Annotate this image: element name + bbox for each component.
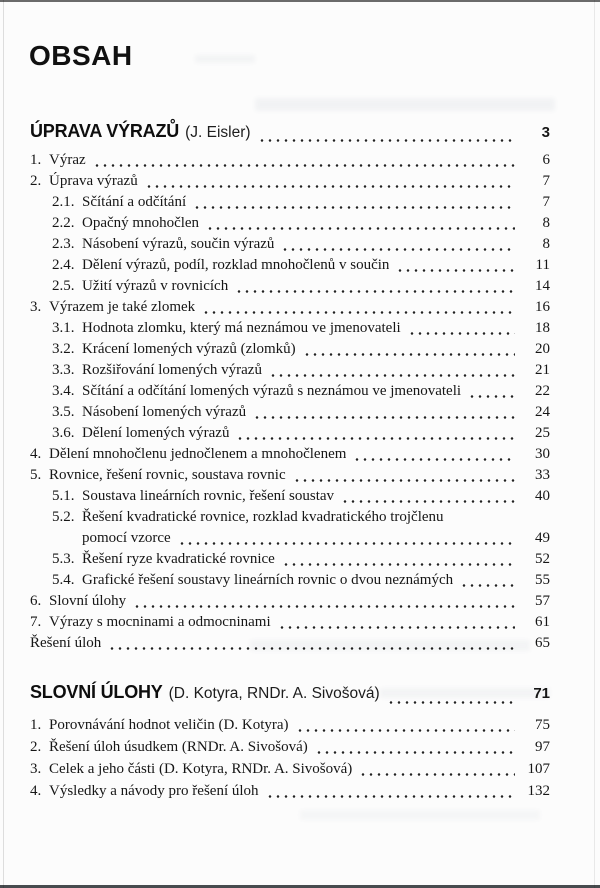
entry-number: 3.5. (52, 404, 75, 420)
toc-entry (30, 381, 550, 402)
entry-title: Grafické řešení soustavy lineárních rovnic o dvou neznámých (82, 572, 454, 588)
dot-leader (353, 458, 515, 461)
entry-title: Sčítání a odčítání (82, 194, 187, 210)
dot-leader (258, 139, 515, 142)
section-title: SLOVNÍ ÚLOHY (30, 682, 163, 702)
toc-entry (30, 549, 550, 570)
entry-title: Dělení výrazů, podíl, rozklad mnohočlenů v součin (82, 257, 390, 273)
entry-number: 2. (30, 739, 42, 755)
entry-title: Dělení mnohočlenu jednočlenem a mnohočlenem (49, 446, 347, 462)
entry-page-number: 7 (542, 194, 550, 210)
toc-entry (30, 591, 550, 612)
entry-page-number: 107 (527, 761, 550, 777)
entry-page-number: 65 (535, 635, 550, 651)
entry-number: 3.4. (52, 383, 75, 399)
scan-edge-left (3, 0, 4, 888)
entry-title: Opačný mnohočlen (82, 215, 200, 231)
scan-edge-right (594, 0, 595, 888)
show-through-artifact (300, 810, 540, 820)
toc-entry (30, 150, 550, 171)
section-page-number: 3 (541, 124, 550, 141)
entry-page-number: 24 (535, 404, 550, 420)
entry-page-number: 40 (535, 488, 550, 504)
entry-number: 4. (30, 446, 42, 462)
show-through-artifact (255, 98, 555, 111)
entry-title: Krácení lomených výrazů (zlomků) (82, 341, 296, 357)
entry-page-number: 21 (535, 362, 550, 378)
dot-leader (235, 290, 515, 293)
entry-page-number: 132 (527, 783, 550, 799)
entry-page-number: 57 (535, 593, 550, 609)
dot-leader (266, 795, 515, 798)
entry-number: 3.1. (52, 320, 75, 336)
entry-title: Úprava výrazů (49, 173, 138, 189)
entry-number: 2.4. (52, 257, 75, 273)
toc-entry (30, 780, 550, 802)
dot-leader (178, 542, 515, 545)
entry-title: Výrazem je také zlomek (49, 299, 196, 315)
dot-leader (93, 164, 515, 167)
entry-title: Výsledky a návody pro řešení úloh (49, 783, 259, 799)
entry-page-number: 61 (535, 614, 550, 630)
toc-entry (30, 297, 550, 318)
toc-section (30, 118, 550, 654)
entry-page-number: 25 (535, 425, 550, 441)
dot-leader (468, 395, 515, 398)
entry-page-number: 11 (535, 257, 550, 273)
entry-title: Řešení úloh (30, 635, 102, 651)
entry-number: 2.2. (52, 215, 75, 231)
dot-leader (341, 500, 515, 503)
entry-number: 5.2. (52, 509, 75, 525)
entry-number: 2.5. (52, 278, 75, 294)
entry-number: 7. (30, 614, 42, 630)
toc-entry (30, 486, 550, 507)
dot-leader (460, 584, 515, 587)
toc-entry-continuation (30, 528, 550, 549)
entry-title: Soustava lineárních rovnic, řešení soustav (82, 488, 335, 504)
dot-leader (145, 185, 515, 188)
page-title: OBSAH (29, 40, 133, 71)
entry-page-number: 49 (535, 530, 550, 546)
toc-entry (30, 633, 550, 654)
toc-entry (30, 423, 550, 444)
toc-sections (30, 118, 550, 802)
entry-page-number: 33 (535, 467, 550, 483)
toc-entry (30, 339, 550, 360)
entry-page-number: 22 (535, 383, 550, 399)
entry-title: Řešení ryze kvadratické rovnice (82, 551, 275, 567)
entry-title: Užití výrazů v rovnicích (82, 278, 229, 294)
dot-leader (253, 416, 515, 419)
entry-title: Násobení lomených výrazů (82, 404, 247, 420)
dot-leader (133, 605, 515, 608)
entry-title: Slovní úlohy (49, 593, 127, 609)
entry-title: Řešení úloh úsudkem (RNDr. A. Sivošová) (49, 739, 308, 755)
entry-page-number: 97 (535, 739, 550, 755)
dot-leader (278, 626, 515, 629)
dot-leader (408, 332, 515, 335)
dot-leader (296, 729, 515, 732)
entry-title: Výraz (49, 152, 86, 168)
dot-leader (206, 227, 515, 230)
entry-number: 3.2. (52, 341, 75, 357)
entry-number: 6. (30, 593, 42, 609)
entry-number: 3. (30, 761, 42, 777)
entry-page-number: 8 (542, 215, 550, 231)
entry-number: 5.3. (52, 551, 75, 567)
entry-page-number: 14 (535, 278, 550, 294)
entry-number: 1. (30, 717, 42, 733)
toc-entry (30, 171, 550, 192)
toc-entry (30, 507, 550, 528)
entry-page-number: 30 (535, 446, 550, 462)
dot-leader (193, 206, 515, 209)
entry-number: 2.1. (52, 194, 75, 210)
section-page-number: 71 (533, 685, 550, 702)
toc-entry (30, 570, 550, 591)
toc-entry (30, 234, 550, 255)
dot-leader (108, 647, 515, 650)
entry-page-number: 7 (542, 173, 550, 189)
dot-leader (359, 773, 515, 776)
scan-edge-top (0, 0, 600, 2)
entry-number: 5.1. (52, 488, 75, 504)
entry-page-number: 52 (535, 551, 550, 567)
toc-entry (30, 192, 550, 213)
dot-leader (396, 269, 515, 272)
show-through-artifact (195, 55, 255, 63)
toc-entry (30, 360, 550, 381)
entry-page-number: 75 (535, 717, 550, 733)
entry-number: 2. (30, 173, 42, 189)
entry-page-number: 20 (535, 341, 550, 357)
entry-page-number: 18 (535, 320, 550, 336)
toc-entry (30, 612, 550, 633)
toc-entry (30, 213, 550, 234)
toc-entry (30, 444, 550, 465)
dot-leader (281, 248, 515, 251)
toc-entry (30, 402, 550, 423)
dot-leader (269, 374, 515, 377)
toc-entry (30, 255, 550, 276)
entry-title: Rozšiřování lomených výrazů (82, 362, 262, 378)
entry-number: 4. (30, 783, 42, 799)
toc-entry (30, 276, 550, 297)
dot-leader (202, 311, 515, 314)
dot-leader (236, 437, 515, 440)
entry-page-number: 16 (535, 299, 550, 315)
entry-title: Dělení lomených výrazů (82, 425, 230, 441)
dot-leader (282, 563, 515, 566)
section-authors: (J. Eisler) (185, 124, 251, 141)
entry-title: Sčítání a odčítání lomených výrazů s neznámou ve jmenovateli (82, 383, 462, 399)
entry-page-number: 8 (542, 236, 550, 252)
entry-title: Porovnávání hodnot veličin (D. Kotyra) (49, 717, 289, 733)
section-authors: (D. Kotyra, RNDr. A. Sivošová) (168, 685, 380, 702)
entry-title: Násobení výrazů, součin výrazů (82, 236, 275, 252)
entry-number: 3.3. (52, 362, 75, 378)
section-heading (30, 678, 550, 708)
entry-title: Řešení kvadratické rovnice, rozklad kvadratického trojčlenu (82, 509, 444, 525)
entry-number: 3. (30, 299, 42, 315)
entry-number: 1. (30, 152, 42, 168)
toc-entry (30, 465, 550, 486)
toc-entry (30, 736, 550, 758)
entry-title: Výrazy s mocninami a odmocninami (49, 614, 271, 630)
toc-entry (30, 714, 550, 736)
toc-entry (30, 758, 550, 780)
section-heading (30, 118, 550, 146)
dot-leader (303, 353, 515, 356)
entry-number: 3.6. (52, 425, 75, 441)
section-title: ÚPRAVA VÝRAZŮ (30, 121, 180, 141)
toc-entry (30, 318, 550, 339)
entry-page-number: 6 (542, 152, 550, 168)
entry-page-number: 55 (535, 572, 550, 588)
entry-title: Celek a jeho části (D. Kotyra, RNDr. A. Sivošová) (49, 761, 353, 777)
entry-title-continued: pomocí vzorce (82, 530, 171, 546)
entry-number: 5. (30, 467, 42, 483)
dot-leader (387, 701, 515, 704)
entry-number: 5.4. (52, 572, 75, 588)
entry-number: 2.3. (52, 236, 75, 252)
entry-title: Hodnota zlomku, který má neznámou ve jmenovateli (82, 320, 401, 336)
entry-title: Rovnice, řešení rovnic, soustava rovnic (49, 467, 286, 483)
dot-leader (293, 479, 515, 482)
toc-section (30, 678, 550, 802)
dot-leader (315, 751, 515, 754)
